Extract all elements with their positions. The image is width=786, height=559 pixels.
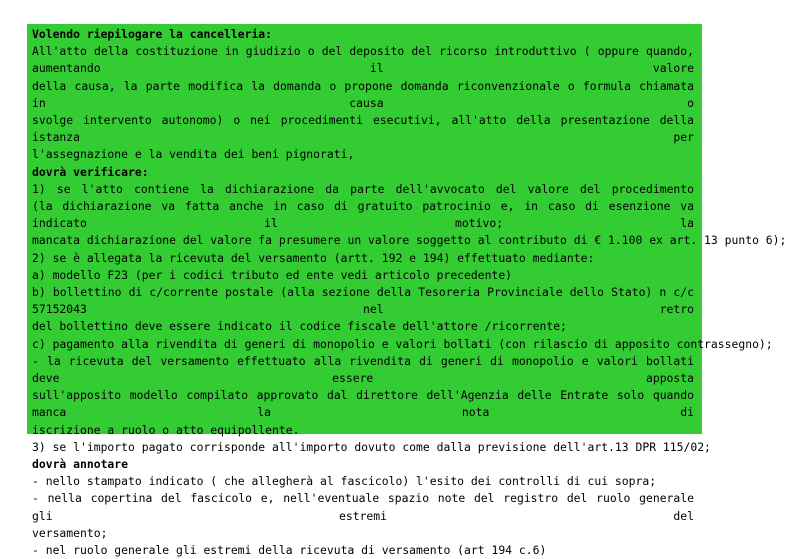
document-panel <box>27 24 786 558</box>
heading-verificare: dovrà verificare: <box>32 164 149 179</box>
text-line: versamento; <box>32 525 108 540</box>
text-line: - nello stampato indicato ( che allegherà al fascicolo) l'esito dei controlli di cui sopra; <box>32 474 657 489</box>
text-line: 3) se l'importo pagato corrisponde all'importo dovuto come dalla previsione dell'art.13 DPR 115/02; <box>32 439 711 454</box>
heading-annotare: dovrà annotare <box>32 457 129 472</box>
text-line: b) bollettino di c/corrente postale (alla sezione della Tesoreria Provinciale dello Stato) n c/c 57152043 nel retro <box>32 285 694 317</box>
text-line: svolge intervento autonomo) o nei procedimenti esecutivi, all'atto della presentazione della istanza per <box>32 113 694 145</box>
text-line: mancata dichiarazione del valore fa presumere un valore soggetto al contributo di € 1.100 ex art. 13 punto 6); <box>32 233 786 248</box>
text-line: All'atto della costituzione in giudizio o del deposito del ricorso introduttivo ( oppure quando, aumentando il valore <box>32 44 694 76</box>
text-line: 2) se è allegata la ricevuta del versamento (artt. 192 e 194) effettuato mediante: <box>32 250 595 265</box>
text-line: sull'apposito modello compilato approvato dal direttore dell'Agenzia delle Entrate solo quando manca la nota di <box>32 388 694 420</box>
text-line: l'assegnazione e la vendita dei beni pignorati, <box>32 147 355 162</box>
text-line: - nella copertina del fascicolo e, nell'eventuale spazio note del registro del ruolo generale gli estremi del <box>32 491 694 523</box>
text-line: iscrizione a ruolo o atto equipollente. <box>32 422 300 437</box>
text-line: 1) se l'atto contiene la dichiarazione da parte dell'avvocato del valore del procedimento <box>32 181 694 196</box>
text-line: - nel ruolo generale gli estremi della ricevuta di versamento (art 194 c.6) <box>32 543 547 558</box>
text-line: della causa, la parte modifica la domanda o propone domanda riconvenzionale o formula chiamata in causa o <box>32 78 694 110</box>
text-line: c) pagamento alla rivendita di generi di monopolio e valori bollati (con rilascio di apposito contrassegno); <box>32 336 773 351</box>
text-line: - la ricevuta del versamento effettuato alla rivendita di generi di monopolio e valori bollati deve essere apposta <box>32 353 694 386</box>
text-line: a) modello F23 (per i codici tributo ed ente vedi articolo precedente) <box>32 267 513 282</box>
text-line: (la dichiarazione va fatta anche in caso di gratuito patrocinio e, in caso di esenzione va indicato il motivo; la <box>32 199 694 231</box>
text-line: del bollettino deve essere indicato il codice fiscale dell'attore /ricorrente; <box>32 319 567 334</box>
heading-riepilogo: Volendo riepilogare la cancelleria: <box>32 27 273 41</box>
